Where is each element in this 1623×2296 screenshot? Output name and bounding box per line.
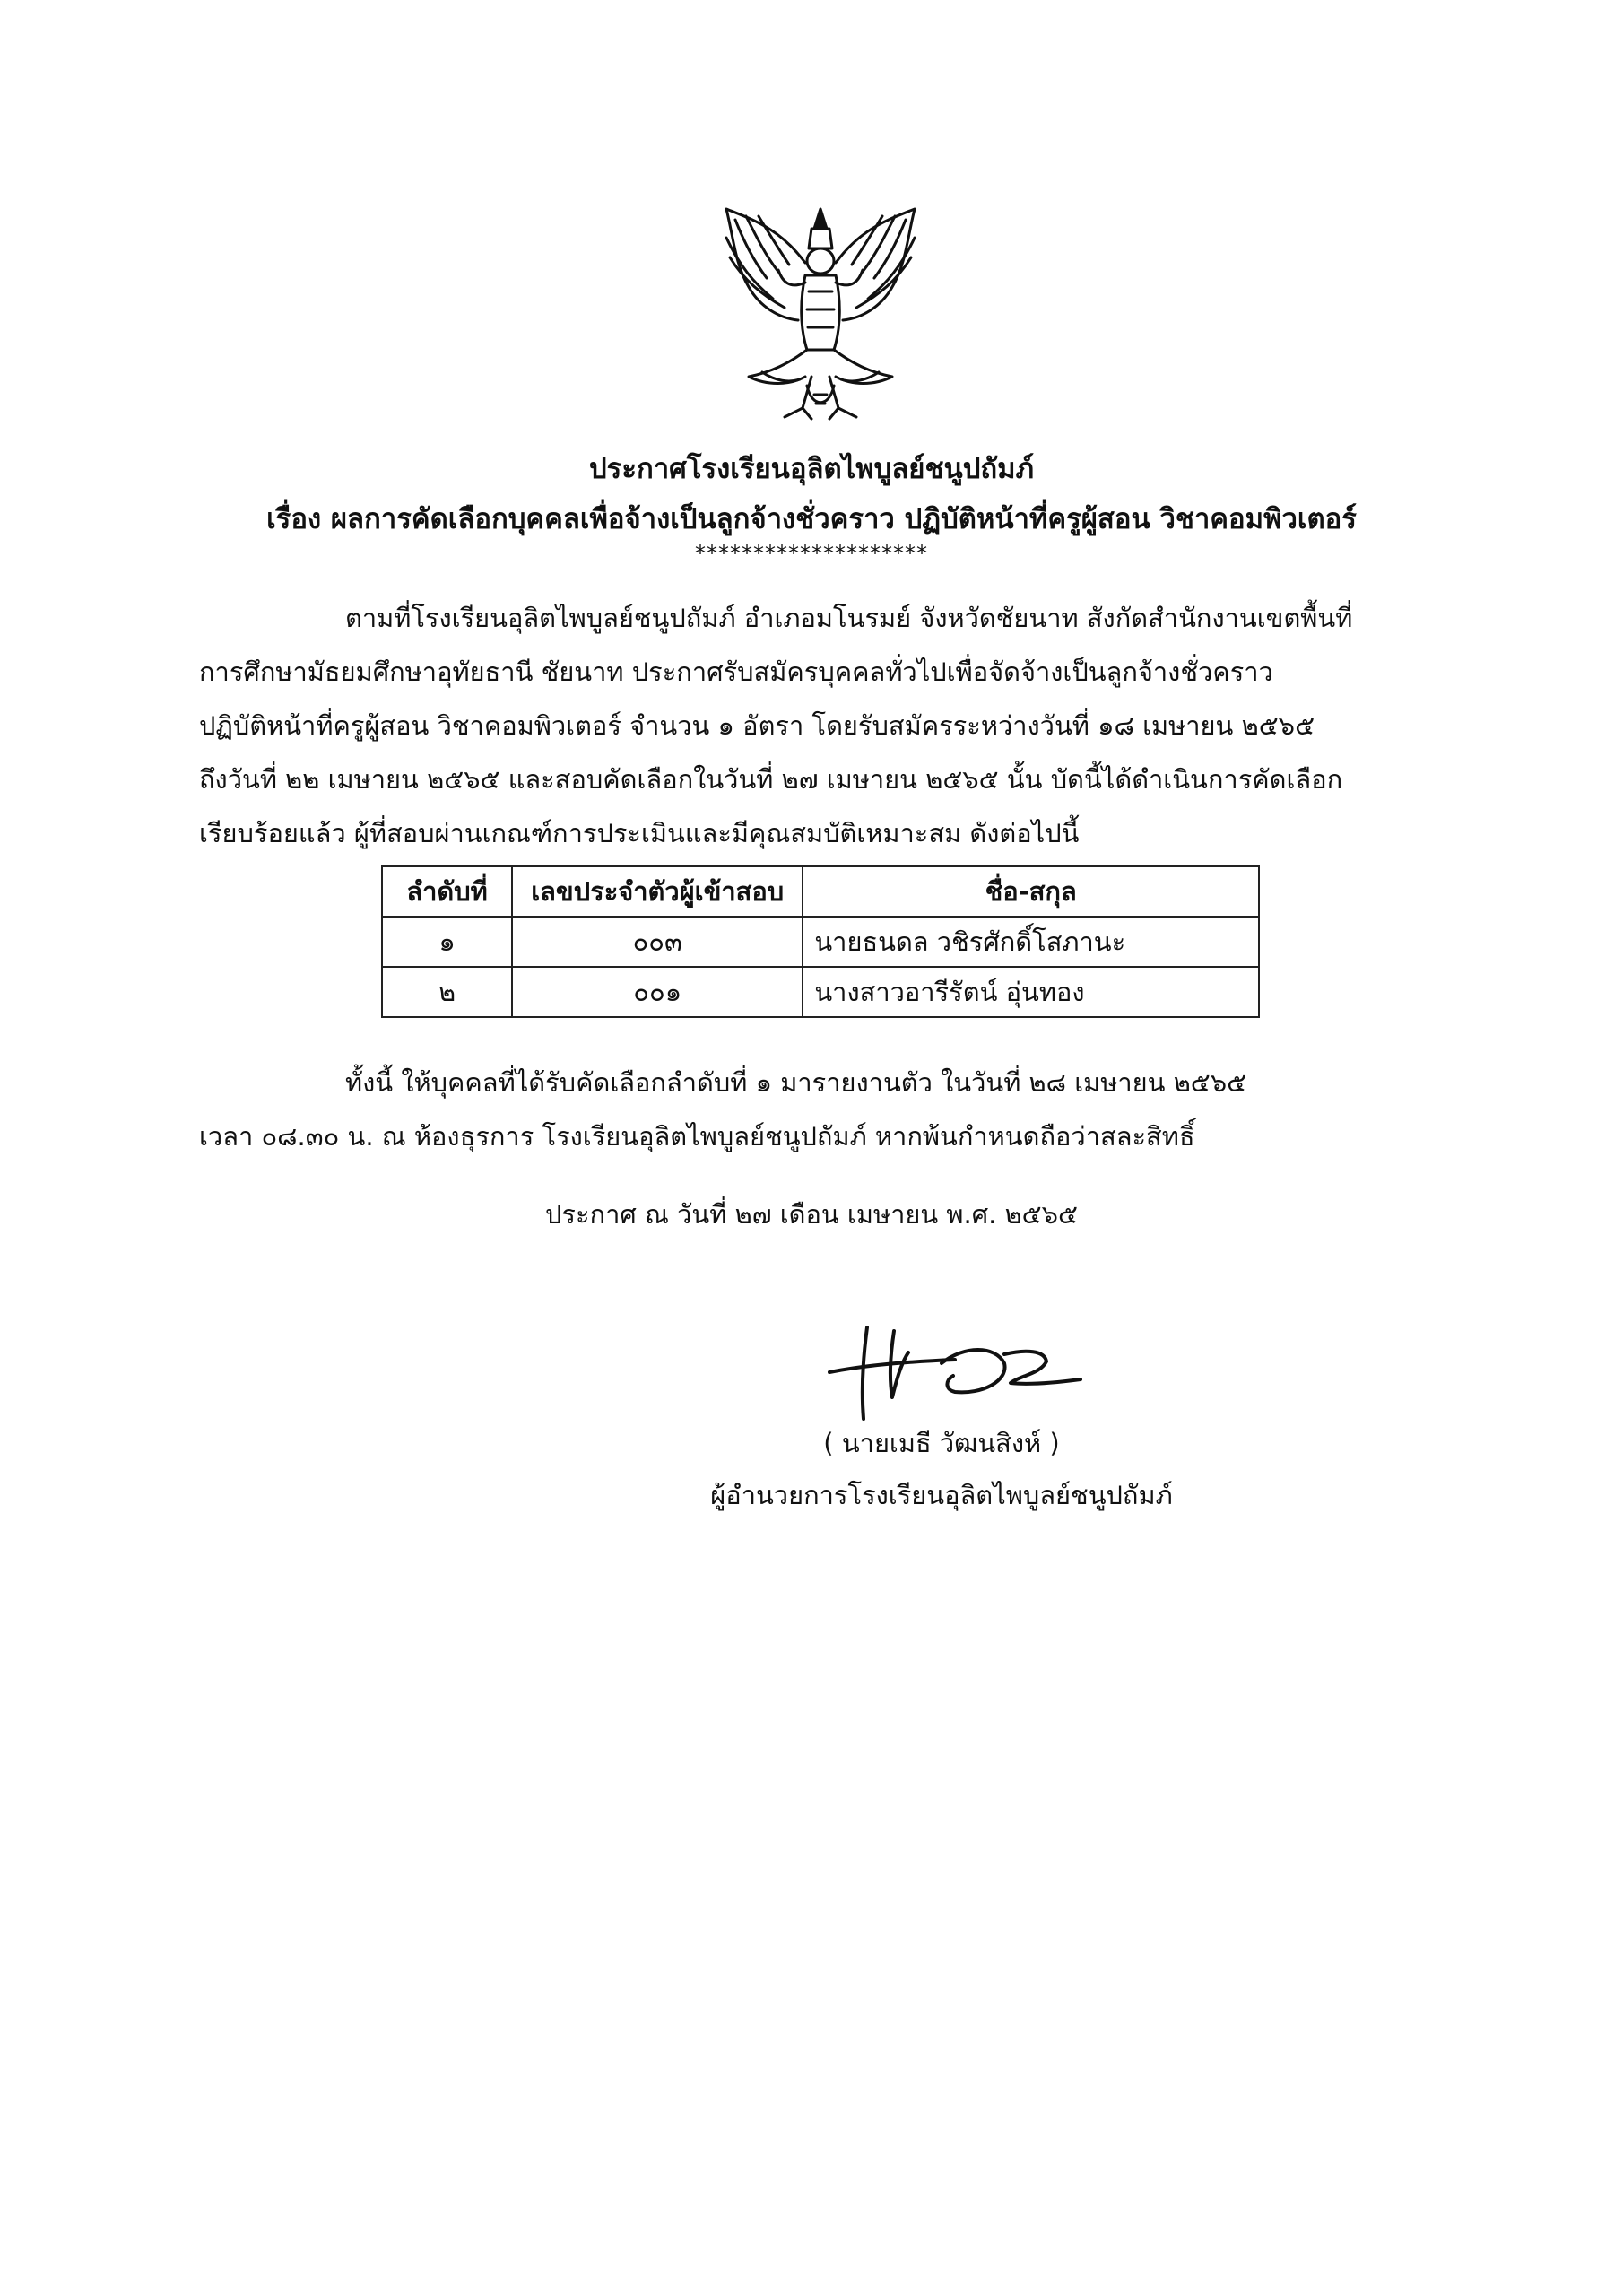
table-header-row: [382, 866, 1259, 917]
footer-paragraph-line: เวลา ๐๘.๓๐ น. ณ ห้องธุรการ โรงเรียนอุลิตไพบูลย์ชนูปถัมภ์ หากพ้นกำหนดถือว่าสละสิทธิ์: [199, 1121, 1195, 1152]
table-row: [382, 917, 1259, 967]
body-paragraph-line: ปฏิบัติหน้าที่ครูผู้สอน วิชาคอมพิวเตอร์ จำนวน ๑ อัตรา โดยรับสมัครระหว่างวันที่ ๑๘ เมษายน ๒๕๖๕: [199, 710, 1315, 741]
document-title: ประกาศโรงเรียนอุลิตไพบูลย์ชนูปถัมภ์: [588, 453, 1035, 485]
cell-order: ๑: [382, 917, 512, 967]
cell-full-name: นายธนดล วชิรศักดิ์โสภานะ: [803, 917, 1259, 967]
cell-exam-id: ๐๐๓: [512, 917, 803, 967]
document-subject: เรื่อง ผลการคัดเลือกบุคคลเพื่อจ้างเป็นลูกจ้างชั่วคราว ปฏิบัติหน้าที่ครูผู้สอน วิชาคอมพิวเตอร์: [266, 503, 1357, 535]
header-full-name: ชื่อ-สกุล: [803, 866, 1259, 917]
body-paragraph-line: ตามที่โรงเรียนอุลิตไพบูลย์ชนูปถัมภ์ อำเภอมโนรมย์ จังหวัดชัยนาท สังกัดสำนักงานเขตพื้นที่: [345, 603, 1353, 633]
body-paragraph-line: การศึกษามัธยมศึกษาอุทัยธานี ชัยนาท ประกาศรับสมัครบุคคลทั่วไปเพื่อจัดจ้างเป็นลูกจ้างชั่วคราว: [199, 657, 1273, 687]
signer-name: ( นายเมธี วัฒนสิงห์ ): [823, 1428, 1060, 1458]
body-paragraph-line: เรียบร้อยแล้ว ผู้ที่สอบผ่านเกณฑ์การประเมินและมีคุณสมบัติเหมาะสม ดังต่อไปนี้: [199, 818, 1080, 848]
garuda-emblem: [699, 193, 942, 435]
signer-position: ผู้อำนวยการโรงเรียนอุลิตไพบูลย์ชนูปถัมภ์: [710, 1480, 1173, 1510]
cell-exam-id: ๐๐๑: [512, 967, 803, 1017]
header-order: ลำดับที่: [382, 866, 512, 917]
signature: [812, 1309, 1107, 1426]
header-exam-id: เลขประจำตัวผู้เข้าสอบ: [512, 866, 803, 917]
table-row: [382, 967, 1259, 1017]
results-table: [381, 865, 1260, 1018]
cell-full-name: นางสาวอารีรัตน์ อุ่นทอง: [803, 967, 1259, 1017]
title-separator: ********************: [695, 541, 928, 566]
footer-paragraph-line: ทั้งนี้ ให้บุคคลที่ได้รับคัดเลือกลำดับที่ ๑ มารายงานตัว ในวันที่ ๒๘ เมษายน ๒๕๖๕: [345, 1067, 1247, 1098]
body-paragraph-line: ถึงวันที่ ๒๒ เมษายน ๒๕๖๕ และสอบคัดเลือกในวันที่ ๒๗ เมษายน ๒๕๖๕ นั้น บัดนี้ได้ดำเนินการคัดเลือก: [199, 764, 1343, 795]
cell-order: ๒: [382, 967, 512, 1017]
announcement-date: ประกาศ ณ วันที่ ๒๗ เดือน เมษายน พ.ศ. ๒๕๖๕: [544, 1199, 1078, 1230]
